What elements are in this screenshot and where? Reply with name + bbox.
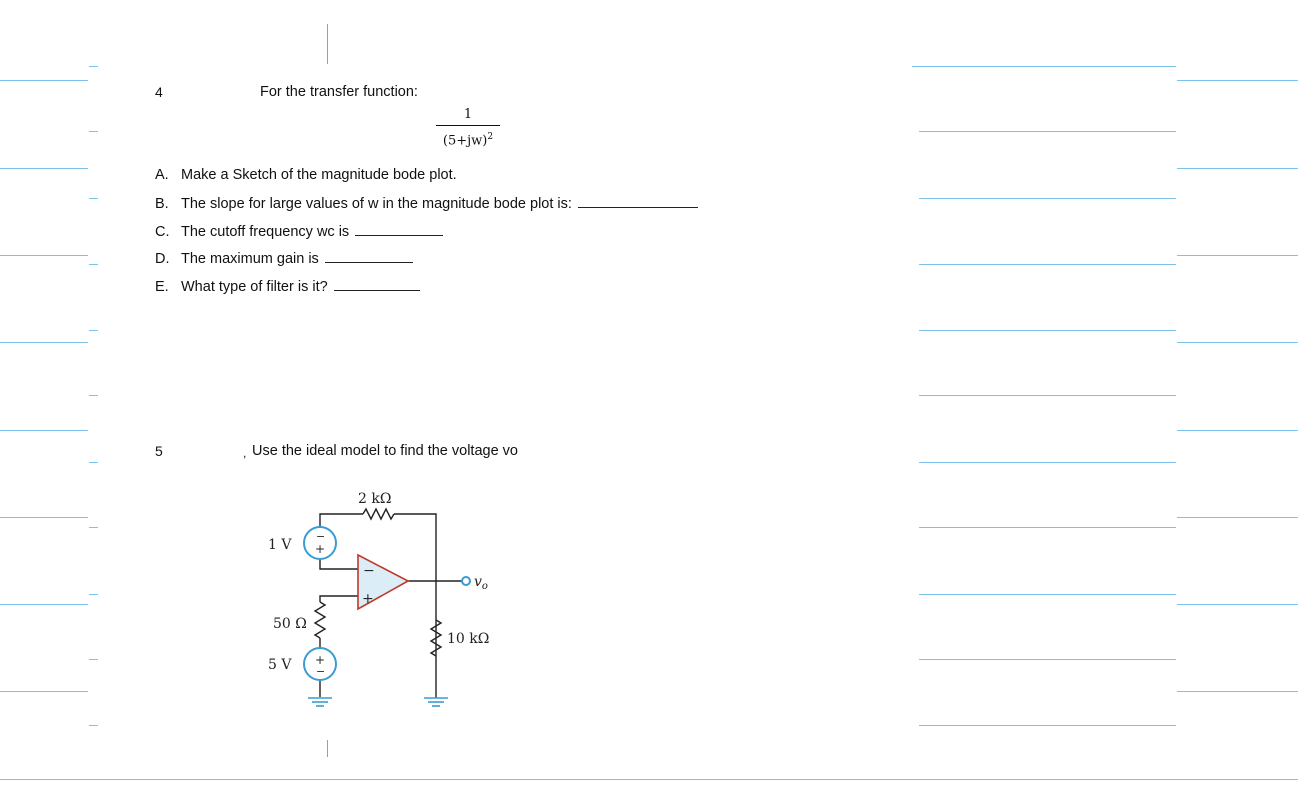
opamp-minus: − (363, 563, 375, 579)
opamp-plus: + (362, 591, 374, 607)
label-r-input: 50 Ω (273, 616, 307, 632)
wire (320, 559, 358, 569)
list-item: D. The maximum gain is (155, 250, 413, 267)
label-output: $v_o$ (474, 574, 488, 592)
stray-mark: , (243, 446, 247, 460)
svg-text:−: − (316, 530, 326, 543)
ground-icon (308, 698, 332, 706)
resistor-50-icon (315, 602, 325, 638)
resistor-2k-icon (363, 509, 394, 519)
answer-blank[interactable] (334, 278, 420, 291)
output-terminal-icon (462, 577, 470, 585)
transfer-function (436, 106, 500, 150)
fraction-numerator: 1 (463, 107, 473, 122)
list-item: B. The slope for large values of w in the magnitude bode plot is: (155, 195, 698, 212)
opamp-circuit (255, 482, 515, 714)
svg-text:−: − (316, 665, 326, 678)
question-prompt: For the transfer function: (260, 84, 418, 100)
wire (320, 514, 363, 527)
svg-text:+: + (315, 542, 326, 556)
answer-blank[interactable] (355, 223, 443, 236)
label-v-top: 1 V (268, 537, 292, 553)
question-number: 4 (155, 84, 163, 100)
list-item: A. Make a Sketch of the magnitude bode plot. (155, 167, 457, 183)
label-r-feedback: 2 kΩ (358, 491, 392, 507)
answer-blank[interactable] (325, 250, 413, 263)
wire (394, 514, 436, 698)
answer-blank[interactable] (578, 195, 698, 208)
svg-text:+: + (315, 653, 326, 667)
question-prompt: Use the ideal model to find the voltage vo (252, 443, 518, 459)
resistor-10k-icon (431, 620, 441, 656)
list-item: C. The cutoff frequency wc is (155, 223, 443, 240)
fraction-denominator: $(5+jw)^2$ (442, 132, 494, 149)
question-number: 5 (155, 443, 163, 459)
wire (320, 596, 358, 602)
ground-icon (424, 698, 448, 706)
list-item: E. What type of filter is it? (155, 278, 420, 295)
fraction-bar (436, 125, 500, 126)
label-v-bottom: 5 V (268, 657, 292, 673)
label-r-load: 10 kΩ (447, 631, 490, 647)
